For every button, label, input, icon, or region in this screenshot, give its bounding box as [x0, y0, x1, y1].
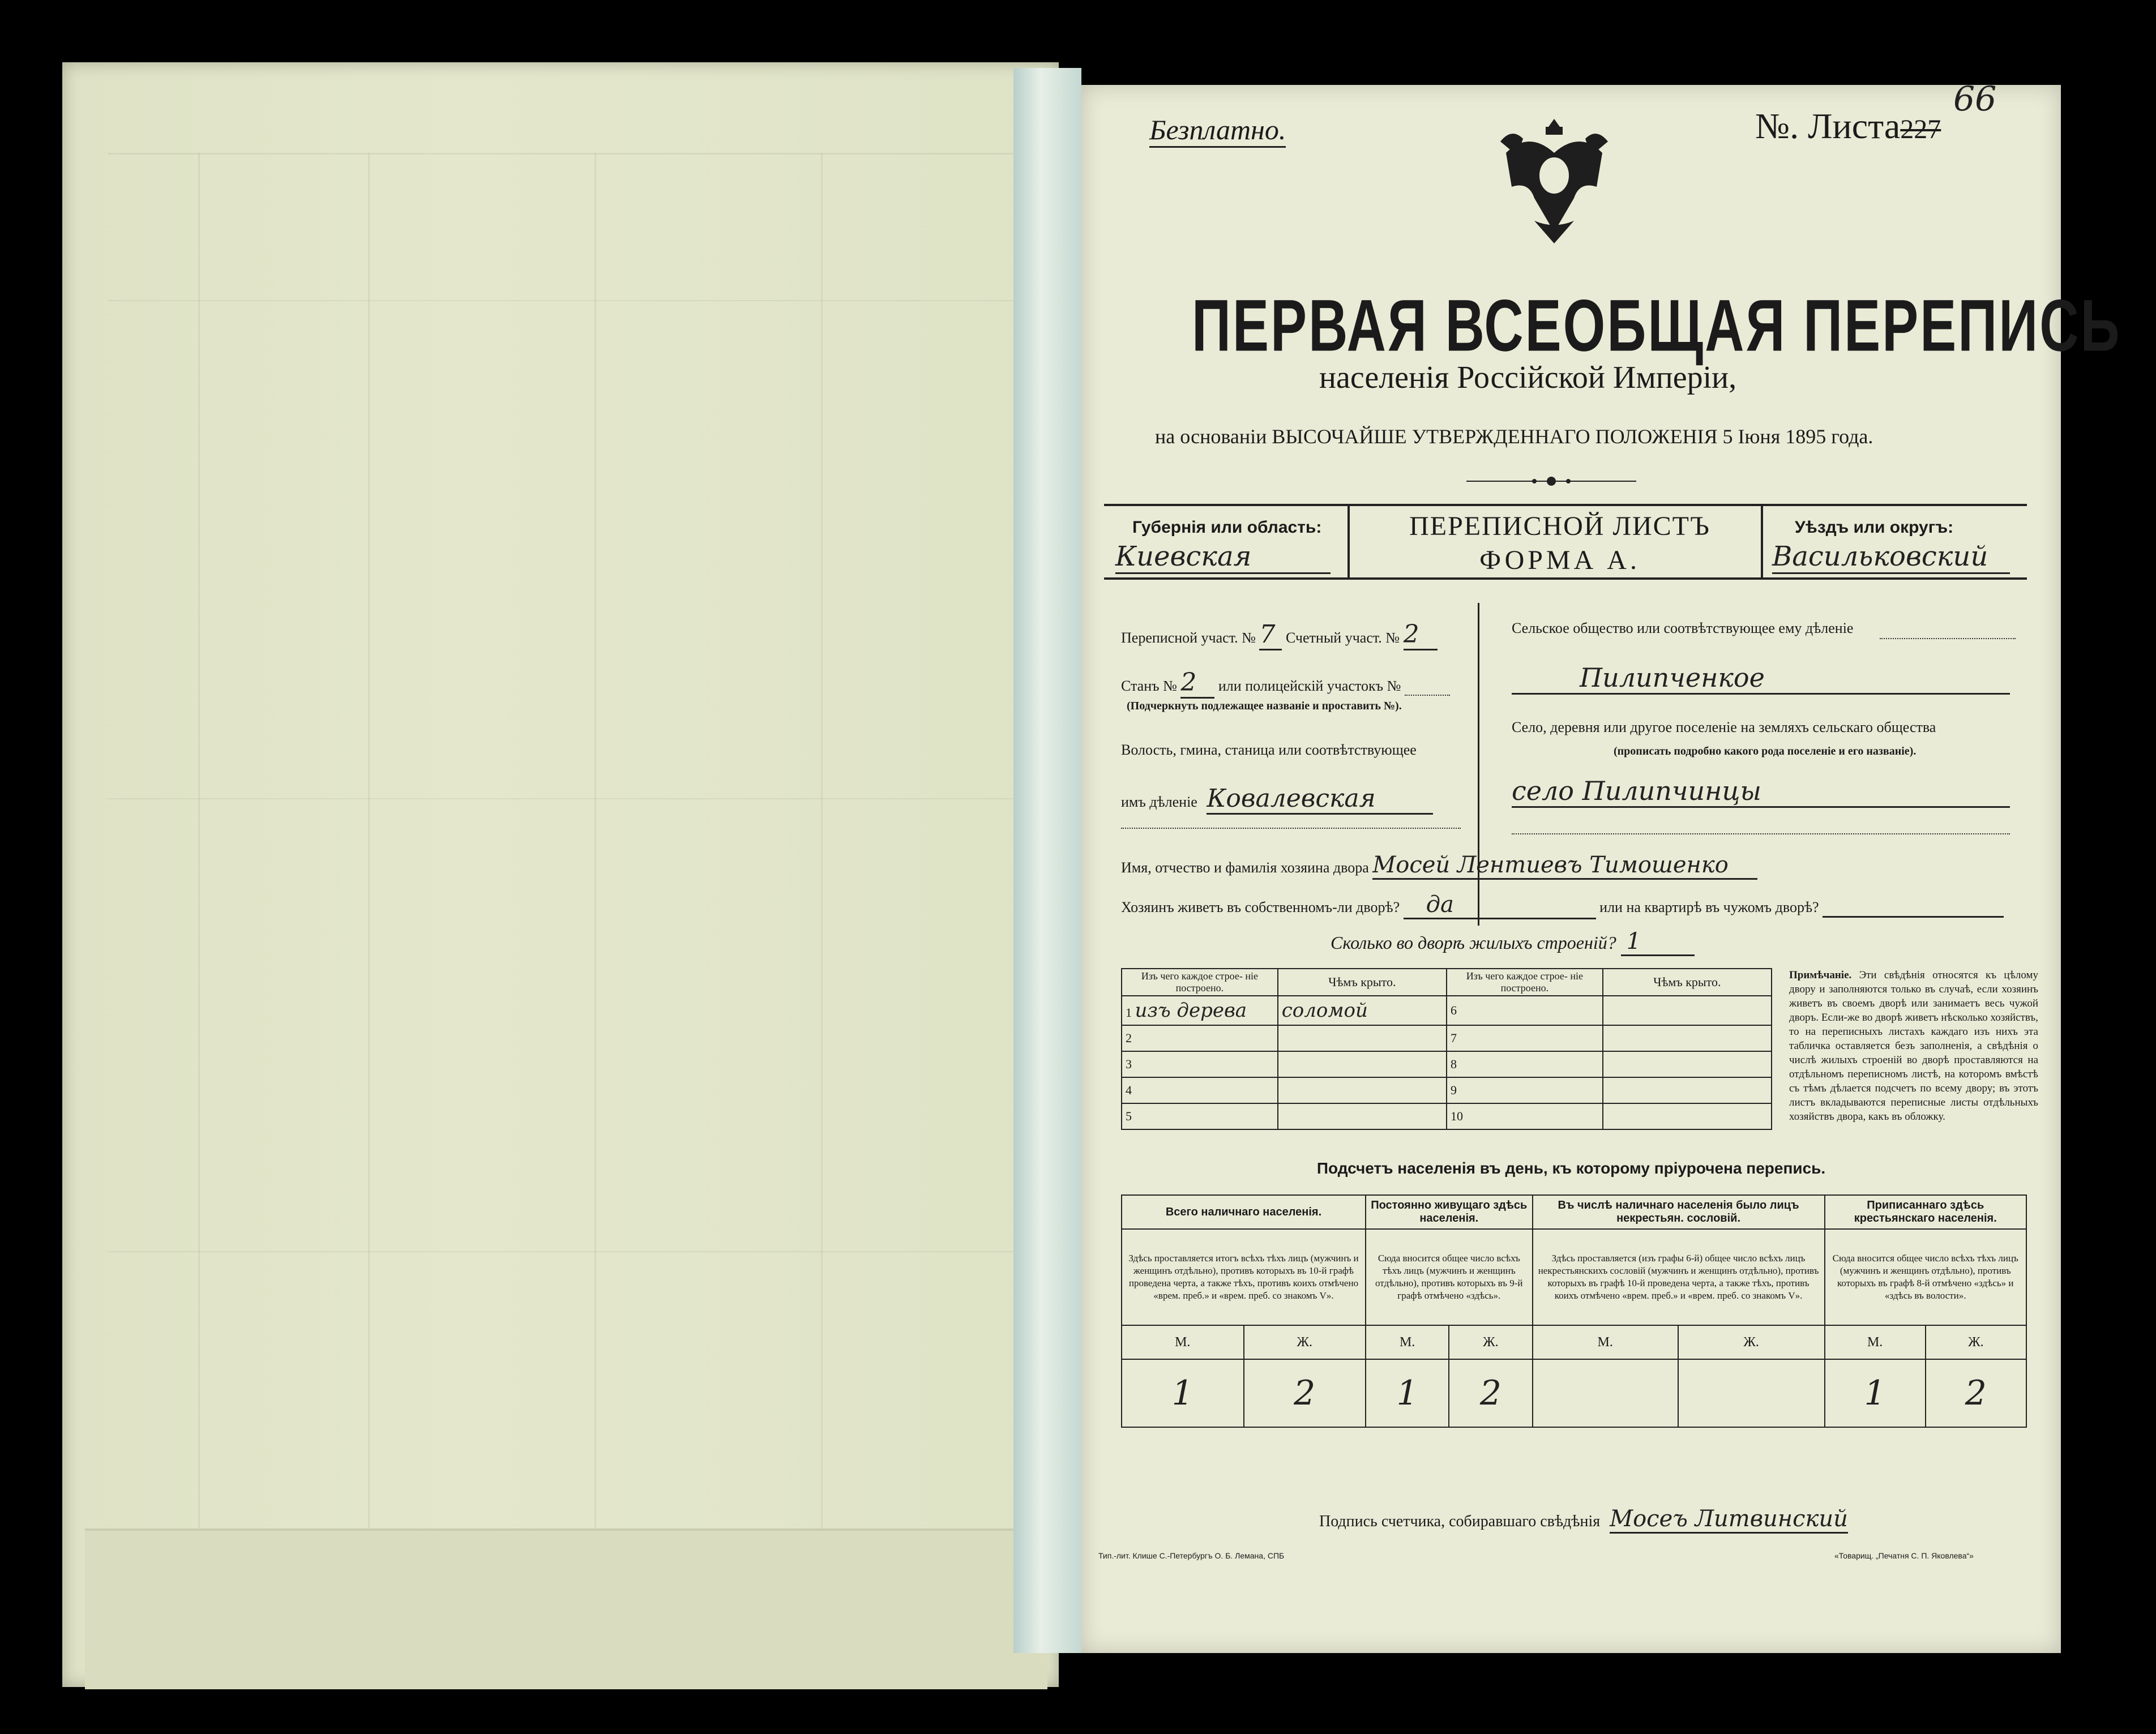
building-roof-cell	[1603, 1077, 1772, 1103]
village-label: Село, деревня или другое поселеніе на земляхъ сельскаго общества	[1512, 719, 1936, 735]
building-roof-cell	[1278, 1025, 1447, 1051]
volost-row	[1121, 784, 1433, 815]
rule	[1104, 577, 2027, 580]
ledger-line	[108, 300, 1025, 301]
rule	[1761, 504, 1763, 580]
building-material-cell	[1122, 1025, 1278, 1051]
building-roof-cell	[1603, 1051, 1772, 1077]
volost-label-2: имъ дѣленіе	[1121, 794, 1197, 810]
building-roof-cell	[1278, 1077, 1447, 1103]
permanent-female-value: 2	[1449, 1359, 1532, 1427]
ledger-line	[108, 798, 1025, 799]
population-heading: Подсчетъ населенія въ день, къ которому пріурочена перепись.	[1316, 1159, 1826, 1177]
owner-row	[1121, 852, 1757, 880]
col-peasant-desc: Сюда вносится общее число всѣхъ тѣхъ лицъ (мужчинъ и женщинъ отдѣльно), противъ которыхъ въ графѣ 8-й отмѣчено «здѣсь» и «здѣсь въ волости».	[1825, 1229, 2026, 1325]
building-roof-value: соломой	[1281, 999, 1368, 1022]
building-row	[1122, 996, 1772, 1025]
ledger-line	[821, 153, 823, 1602]
village-note: (прописать подробно какого рода поселеніе и его названіе).	[1614, 745, 1917, 757]
row-number: 7	[1450, 1031, 1457, 1045]
nonpeasant-female-value	[1678, 1359, 1825, 1427]
col-nonpeasant-title: Въ числѣ наличнаго населенія было лицъ некрестьян. сословій.	[1533, 1195, 1825, 1229]
form-name: ФОРМА А.	[1479, 545, 1640, 575]
rule	[1104, 504, 2027, 506]
building-row	[1122, 1051, 1772, 1077]
building-material-cell	[1447, 996, 1603, 1025]
signature-label: Подпись счетчика, собиравшаго свѣдѣнія	[1319, 1513, 1601, 1530]
peasant-female-value: 2	[1926, 1359, 2026, 1427]
building-material-cell	[1122, 1051, 1278, 1077]
ledger-line	[368, 153, 370, 1602]
page-stack-edge	[85, 1529, 1047, 1689]
form-subtitle: населенія Россійской Имперіи,	[1319, 360, 1737, 395]
owner-lives-alt-label: или на квартирѣ въ чужомъ дворѣ?	[1599, 899, 1819, 915]
population-table	[1121, 1194, 2027, 1428]
owner-lives-row	[1121, 892, 2004, 919]
owner-name-label: Имя, отчество и фамилія хозяина двора	[1121, 859, 1369, 876]
sheet-number-text: №. Листа	[1755, 106, 1901, 146]
police-label: или полицейскій участокъ №	[1218, 678, 1401, 694]
building-roof-cell	[1278, 996, 1447, 1025]
col-peasant-title: Приписаннаго здѣсь крестьянскаго населенія.	[1825, 1195, 2026, 1229]
form-main-title: ПЕРВАЯ ВСЕОБЩАЯ ПЕРЕПИСЬ	[1192, 285, 2121, 367]
gubernia-label: Губернія или область:	[1132, 518, 1322, 537]
col-roof-left: Чѣмъ крыто.	[1278, 969, 1447, 996]
imperial-eagle-emblem	[1489, 108, 1619, 249]
blank-line	[1512, 832, 2010, 834]
owner-lives-label: Хозяинъ живетъ въ собственномъ-ли дворѣ?	[1121, 899, 1400, 915]
col-total-title: Всего наличнаго населенія.	[1122, 1195, 1366, 1229]
building-material-cell	[1122, 1103, 1278, 1129]
building-material-cell	[1122, 1077, 1278, 1103]
male-label: М.	[1122, 1325, 1244, 1359]
uezd-label: Уѣздъ или округъ:	[1795, 518, 1954, 537]
footer-printer-right: «Товарищ. „Печатня С. П. Яковлева“»	[1834, 1551, 1974, 1560]
blank-line	[1880, 637, 2016, 639]
footer-printer-left: Тип.-лит. Клише С.-Петербургъ О. Б. Лемана, СПБ	[1098, 1551, 1285, 1560]
police-blank	[1405, 678, 1450, 696]
society-value: Пилипченкое	[1512, 662, 2010, 695]
district-row	[1121, 620, 1438, 650]
nonpeasant-male-value	[1533, 1359, 1678, 1427]
building-material-cell	[1447, 1051, 1603, 1077]
ledger-line	[108, 1251, 1025, 1252]
col-total-desc: Здѣсь проставляется итогъ всѣхъ тѣхъ лицъ (мужчинъ и женщинъ отдѣльно), противъ которыхъ въ 10-й графѣ проведена черта, а также тѣхъ, противъ коихъ отмѣчено «врем. преб.» и «врем. преб. со знакомъ V».	[1122, 1229, 1366, 1325]
buildings-header-row	[1122, 969, 1772, 996]
buildings-label: Сколько во дворѣ жилыхъ строеній?	[1331, 932, 1616, 953]
male-label: М.	[1366, 1325, 1449, 1359]
population-title-row	[1122, 1195, 2026, 1229]
ornament-divider	[1466, 473, 1636, 490]
building-material-value: изъ дерева	[1135, 999, 1247, 1022]
row-number: 4	[1126, 1083, 1132, 1097]
volost-value: Ковалевская	[1207, 784, 1433, 815]
building-roof-cell	[1603, 1103, 1772, 1129]
note-text: Эти свѣдѣнія относятся къ цѣлому двору и заполняются только въ случаѣ, если хозяинъ живетъ въ своемъ дворѣ или занимаетъ весь чужой дворъ. Если-же во дворѣ живетъ нѣсколько хозяйствъ, то на переписныхъ листахъ каждаго изъ нихъ эта табличка оставляется безъ заполненія, а свѣдѣнія о числѣ жилыхъ строеній во дворѣ проставляются на отдѣльномъ переписномъ листѣ, на которомъ вмѣстѣ съ тѣмъ дѣлается подсчетъ по всему двору; въ этотъ листъ вкладываются переписные листы отдѣльныхъ хозяйствъ двора, какъ въ обложку.	[1789, 969, 2038, 1123]
ledger-line	[108, 153, 1025, 155]
owner-lives-value: да	[1404, 892, 1596, 919]
volost-label: Волость, гмина, станица или соотвѣтствующее	[1121, 742, 1417, 758]
row-number: 3	[1126, 1057, 1132, 1071]
gubernia-value: Киевская	[1115, 541, 1331, 574]
population-desc-row	[1122, 1229, 2026, 1325]
ledger-line	[198, 153, 200, 1602]
total-male-value: 1	[1122, 1359, 1244, 1427]
building-material-cell	[1447, 1103, 1603, 1129]
village-value: село Пилипчинцы	[1512, 776, 2010, 808]
free-label: Безплатно.	[1149, 113, 1286, 148]
row-number: 10	[1450, 1109, 1463, 1123]
peasant-male-value: 1	[1825, 1359, 1926, 1427]
signature-row	[1319, 1506, 1848, 1534]
buildings-table	[1121, 968, 1772, 1130]
female-label: Ж.	[1926, 1325, 2026, 1359]
count-label: Счетный участ. №	[1285, 630, 1400, 646]
col-permanent-desc: Сюда вносится общее число всѣхъ тѣхъ лицъ (мужчинъ и женщинъ отдѣльно), противъ которыхъ въ 9-й графѣ отмѣчено «здѣсь».	[1366, 1229, 1533, 1325]
sheet-number-handwritten: 66	[1953, 79, 1997, 119]
male-label: М.	[1825, 1325, 1926, 1359]
census-form-page	[1081, 79, 2121, 1653]
blank-line	[1121, 827, 1461, 829]
building-material-cell	[1447, 1077, 1603, 1103]
owner-name-value: Мосей Лентиевъ Тимошенко	[1372, 852, 1757, 880]
building-roof-cell	[1278, 1051, 1447, 1077]
building-material-cell	[1447, 1025, 1603, 1051]
sheet-title: ПЕРЕПИСНОЙ ЛИСТЪ	[1409, 511, 1710, 541]
row-number: 6	[1450, 1003, 1457, 1017]
note-lead: Примѣчаніе.	[1789, 969, 1852, 981]
stan-row	[1121, 668, 1450, 699]
permanent-male-value: 1	[1366, 1359, 1449, 1427]
col-material-right: Изъ чего каждое строе- ніе построено.	[1447, 969, 1603, 996]
rule	[1348, 504, 1350, 580]
female-label: Ж.	[1678, 1325, 1825, 1359]
col-permanent-title: Постоянно живущаго здѣсь населенія.	[1366, 1195, 1533, 1229]
female-label: Ж.	[1244, 1325, 1366, 1359]
row-number: 9	[1450, 1083, 1457, 1097]
sheet-number-struck: 227	[1900, 114, 1941, 144]
signature-value: Мосеъ Литвинский	[1610, 1506, 1848, 1534]
building-row	[1122, 1103, 1772, 1129]
owner-lives-alt-blank	[1823, 899, 2004, 918]
row-number: 2	[1126, 1031, 1132, 1045]
building-row	[1122, 1077, 1772, 1103]
building-row	[1122, 1025, 1772, 1051]
buildings-value: 1	[1621, 928, 1695, 956]
col-roof-right: Чѣмъ крыто.	[1603, 969, 1772, 996]
col-nonpeasant-desc: Здѣсь проставляется (изъ графы 6-й) общее число всѣхъ лицъ некрестьянскихъ сословій (мужчинъ и женщинъ отдѣльно), противъ которыхъ въ графѣ 10-й проведена черта, а также тѣхъ, противъ коихъ отмѣчено «врем. преб.» и «врем. преб. со знакомъ V».	[1533, 1229, 1825, 1325]
binding-strip	[1013, 68, 1081, 1653]
district-label: Переписной участ. №	[1121, 630, 1256, 646]
male-label: М.	[1533, 1325, 1678, 1359]
district-value: 7	[1259, 620, 1282, 650]
sheet-number-label	[1755, 105, 1941, 147]
society-label: Сельское общество или соотвѣтствующее ему дѣленіе	[1512, 620, 1854, 636]
building-material-cell	[1122, 996, 1278, 1025]
stan-note: (Подчеркнуть подлежащее названіе и проставить №).	[1127, 700, 1402, 712]
stan-value: 2	[1180, 668, 1214, 699]
female-label: Ж.	[1449, 1325, 1532, 1359]
form-decree-line: на основаніи ВЫСОЧАЙШЕ УТВЕРЖДЕННАГО ПОЛОЖЕНІЯ 5 Іюня 1895 года.	[1155, 425, 1873, 448]
building-roof-cell	[1603, 996, 1772, 1025]
total-female-value: 2	[1244, 1359, 1366, 1427]
population-sex-row	[1122, 1325, 2026, 1359]
row-number: 5	[1126, 1109, 1132, 1123]
row-number: 8	[1450, 1057, 1457, 1071]
count-value: 2	[1404, 620, 1438, 650]
ledger-line	[594, 153, 596, 1602]
col-material-left: Изъ чего каждое строе- ніе построено.	[1122, 969, 1278, 996]
buildings-row	[1331, 928, 1695, 956]
building-roof-cell	[1278, 1103, 1447, 1129]
uezd-value: Васильковский	[1772, 541, 2010, 574]
population-values-row	[1122, 1359, 2026, 1427]
row-number: 1	[1126, 1005, 1132, 1020]
note-block	[1789, 968, 2038, 1124]
stan-label: Станъ №	[1121, 678, 1177, 694]
left-page-blank	[62, 62, 1059, 1687]
building-roof-cell	[1603, 1025, 1772, 1051]
